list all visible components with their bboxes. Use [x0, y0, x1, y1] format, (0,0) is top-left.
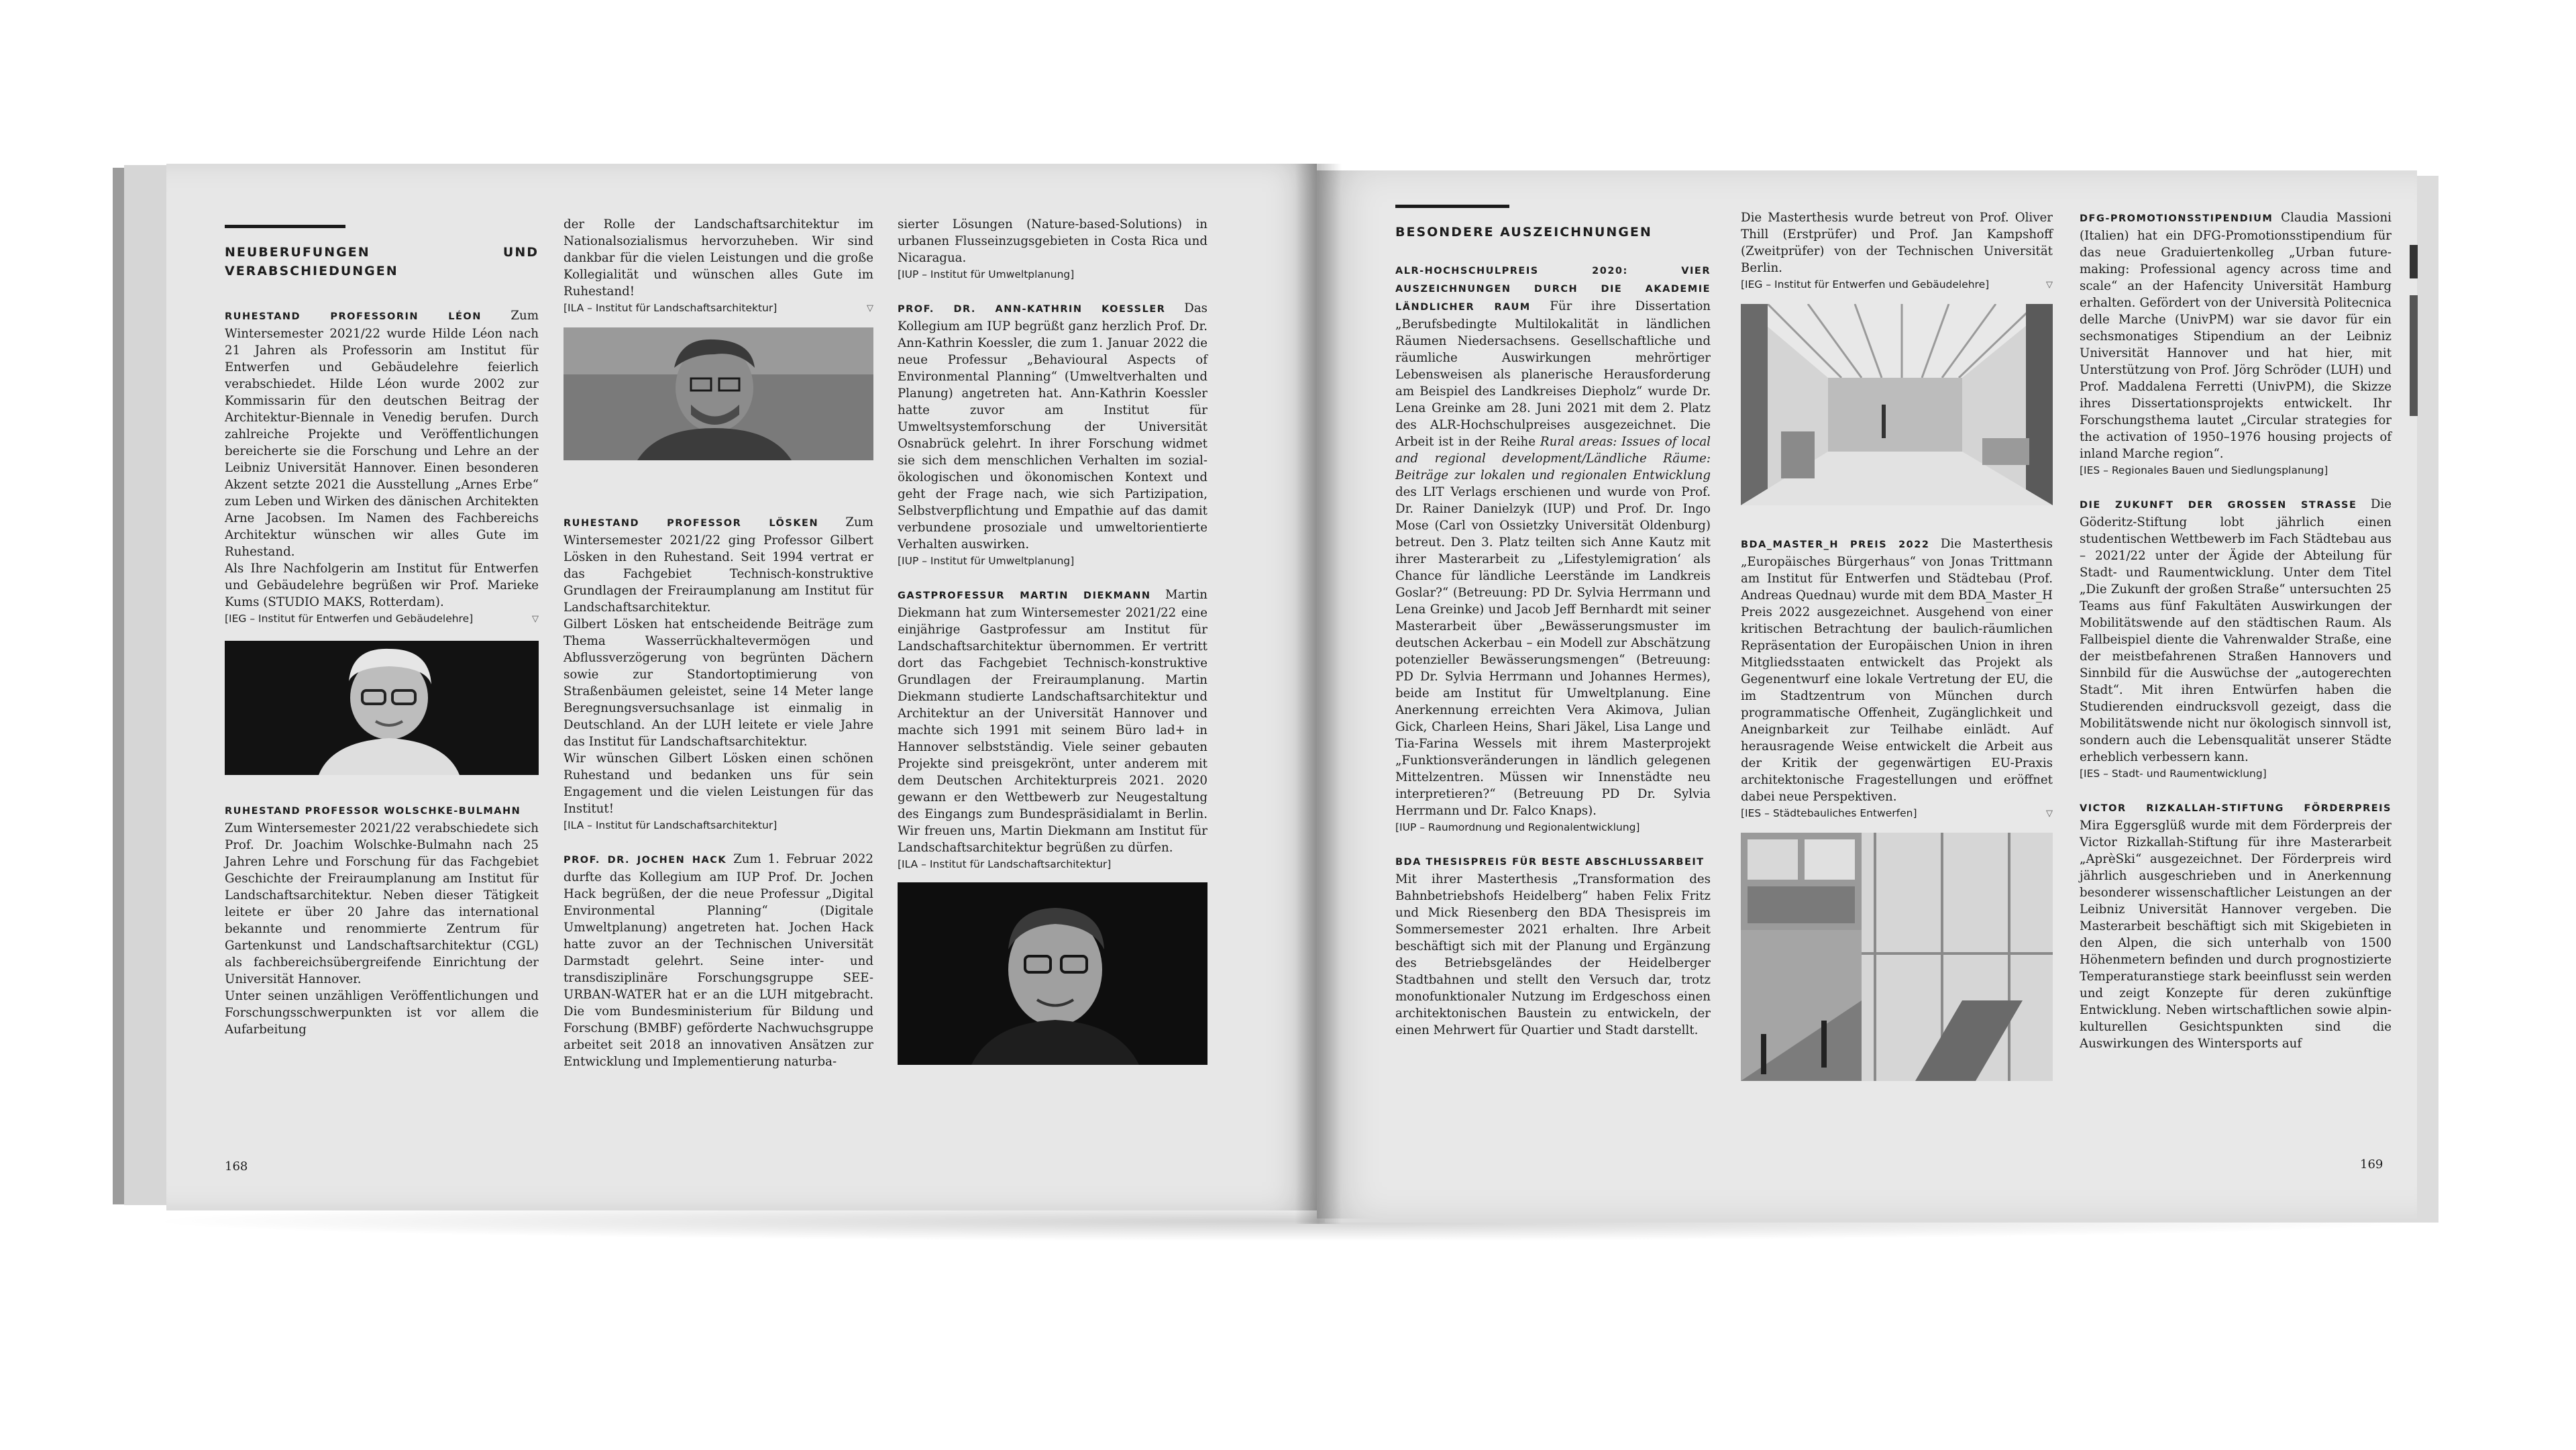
article-wolschke: [225, 802, 539, 820]
institute-tag: [IEG – Institut für Entwerfen und Gebäudelehre] ▽: [1741, 278, 2053, 291]
left-col-3: [898, 216, 1208, 1065]
article-text: Die Göderitz-Stiftung lobt jährlich einen studentischen Wettbewerb im Fach Städtebau aus – 2021/22 unter der Ägide der Abteilung für Stadt- und Raumentwicklung. Unter dem Titel „Die Zukunft der großen Straße“ untersuchten 25 Teams aus fünf Fakultäten Auswirkungen der Mobilitätswende auf den städtischen Raum. Als Fallbeispiel diente die Vahrenwalder Straße, eine der meistbefahrenen Straßen Hannovers und Sinnbild für die Auswüchse der „autogerechten Stadt“. Mit ihren Entwürfen haben die Studierenden eindrucksvoll gezeigt, dass die Mobilitätswende nicht nur ökologisch sinnvoll ist, sondern auch die Lebensqualität unserer Städte erheblich verbessern kann.: [2080, 497, 2392, 764]
institute-tag: [ILA – Institut für Landschaftsarchitektur]: [564, 819, 777, 831]
architecture-image-1: [1741, 304, 2053, 505]
book-gutter: [1295, 164, 1342, 1224]
article-lead: PROF. DR. JOCHEN HACK: [564, 855, 727, 866]
right-col-1: [1395, 205, 1711, 1039]
institute-tag: [IES – Städtebauliches Entwerfen] ▽: [1741, 807, 2053, 819]
section-title: BESONDERE AUSZEICHNUNGEN: [1395, 225, 1652, 240]
article-text: Zum 1. Februar 2022 durfte das Kollegium am IUP Prof. Dr. Jochen Hack begrüßen, der die neue Professur „Digital Environmental Planning“ (Digitale Umweltplanung) angetreten hat. Jochen Hack hatte zuvor an der Technischen Universität Darmstadt gelehrt. Seine inter- und transdisziplinäre Forschungsgruppe SEE-URBAN-WATER hat er an die LUH mitgebracht. Die vom Bundesministerium für Bildung und Forschung (BMBF) geförderte Nachwuchsgruppe arbeitet seit 2018 an innovativen Ansätzen zur Entwicklung und Implementierung naturba-: [564, 852, 873, 1069]
article-lead: RUHESTAND PROFESSORIN LÉON: [225, 311, 482, 322]
page-number-right: 169: [2360, 1157, 2383, 1172]
article-text: des LIT Verlags erschienen und wurde von Prof. Dr. Rainer Danielzyk (IUP) und Prof. Dr. Ingo Mose (Carl von Ossietzky Universität Oldenburg) betreut. Den 3. Platz teilten sich Anne Kautz mit ihrer Masterarbeit zu „Lifestylemigration‘ als Chance für ländliche Leerstände im Landkreis Goslar?“ (Betreuung: PD Dr. Sylvia Herrmann und Lena Greinke) und Jacob Jeff Bernhardt mit seiner Masterarbeit über „Bewässerungsmuster im deutschen Ackerbau – ein Modell zur Abschätzung potenzieller Bewässerungsmengen“ (Betreuung: PD Dr. Sylvia Herrmann und Johannes Hermes), beide am Institut für Umweltplanung. Eine Anerkennung erreichten Vera Akimova, Julian Gick, Charleen Heins, Shari Jäkel, Lisa Lange und Tia-Farina Wessels mit ihrem Masterprojekt „Funktionsveränderungen in ländlich gelegenen Mittelzentren. Müssen wir Innenstädte neu interpretieren?“ (Betreuung PD Dr. Sylvia Herrmann und Dr. Falco Knaps).: [1395, 485, 1711, 818]
article-lead: GASTPROFESSUR MARTIN DIEKMANN: [898, 590, 1151, 601]
article-text: Für ihre Dissertation „Berufsbedingte Multilokalität in ländlichen Räumen Niedersachsens. Gesellschaftliche und räumliche Auswirkungen mehrörtiger Lebensweisen als planerische Herausforderung am Beispiel des Landkreises Diepholz“ wurde Dr. Lena Greinke am 28. Juni 2021 mit dem 2. Platz des ALR-Hochschulpreises ausgezeichnet. Die Arbeit ist in der Reihe: [1395, 299, 1711, 449]
section-title: NEUBERUFUNGEN UND VERABSCHIEDUNGEN: [225, 245, 539, 278]
article-lead: DIE ZUKUNFT DER GROSSEN STRASSE: [2080, 500, 2357, 511]
edge-tab-mark: [2410, 245, 2418, 278]
institute-tag: [ILA – Institut für Landschaftsarchitektur]: [898, 858, 1112, 870]
article-lead: RUHESTAND PROFESSOR WOLSCHKE-BULMAHN: [225, 806, 521, 817]
section-rule: [225, 225, 345, 228]
article-text: Das Kollegium am IUP begrüßt ganz herzlich Prof. Dr. Ann-Kathrin Koessler, die zum 1. Januar 2022 die neue Professur „Behavioural Aspects of Environmental Planning“ (Umweltverhalten und Planung) angetreten hat. Ann-Kathrin Koessler hatte zuvor am Institut für Umweltsystemforschung der Universität Osnabrück gelehrt. In ihrer Forschung widmet sie sich dem menschlichen Verhalten im sozial-ökologischen und ökonomischen Kontext und geht der Frage nach, wie sich Partizipation, Selbstverpflichtung und Empathie auf das damit verbundene prosoziale und umweltorientierte Verhalten auswirken.: [898, 301, 1208, 552]
institute-tag: [IES – Stadt- und Raumentwicklung]: [2080, 768, 2267, 780]
article-text: sierter Lösungen (Nature-based-Solutions) in urbanen Flusseinzugsgebieten in Costa Rica und Nicaragua.: [898, 217, 1208, 265]
institute-tag: [IUP – Institut für Umweltplanung]: [898, 555, 1075, 567]
article-lead: BDA THESISPREIS FÜR BESTE ABSCHLUSSARBEIT: [1395, 857, 1705, 868]
article-text: Gilbert Lösken hat entscheidende Beiträge zum Thema Wasserrückhaltevermögen und Abflussverzögerung von begrünten Dächern sowie zur Standortoptimierung von Straßenbäumen geleistet, seine 14 Meter lange Beregnungsversuchsanlage ist einmalig in Deutschland. An der LUH leitete er viele Jahre das Institut für Landschaftsarchitektur.: [564, 617, 873, 749]
article-text: Wir wünschen Gilbert Lösken einen schönen Ruhestand und bedanken uns für sein Engagement und die vielen Leistungen für das Institut!: [564, 752, 873, 816]
series-title: Rural areas: Issues of local and regional development/Ländliche Räume: Beiträge zur lokalen und regionalen Entwicklung: [1395, 435, 1711, 482]
article-lead: ALR-HOCHSCHULPREIS 2020: VIER AUSZEICHNUNGEN DURCH DIE AKADEMIE LÄNDLICHER RAUM: [1395, 266, 1711, 313]
article-text: Claudia Massioni (Italien) hat ein DFG-Promotionsstipendium für das neue Graduiertenkolleg „Urban future-making: Professional agency across time and scale“ an der Hafencity Universität Hamburg erhalten. Gefördert von der Università Politecnica delle Marche (UnivPM) war sie davor für ein sechsmonatiges Stipendium an der Leibniz Universität Hannover und hat hier, mit Unterstützung von Prof. Jörg Schröder (LUH) und Prof. Maddalena Ferretti (UnivPM), die Skizze ihres Dissertationsprojekts entwickelt. Ihr Forschungsthema lautet „Circular strategies for the activation of 1950–1976 housing projects of inland Marche region“.: [2080, 211, 2392, 461]
article-koessler: [898, 300, 1208, 553]
article-text: Als Ihre Nachfolgerin am Institut für Entwerfen und Gebäudelehre begrüßen wir Prof. Marieke Kums (STUDIO MAKS, Rotterdam).: [225, 562, 539, 609]
article-lead: VICTOR RIZKALLAH-STIFTUNG FÖRDERPREIS: [2080, 803, 2392, 814]
left-col-2: [564, 216, 873, 1070]
article-lead: DFG-PROMOTIONSSTIPENDIUM: [2080, 213, 2273, 224]
article-text: Unter seinen unzähligen Veröffentlichungen und Forschungsschwerpunkten ist vor allem die Aufarbeitung: [225, 989, 539, 1037]
article-victor: [2080, 799, 2392, 1052]
article-dfg: [2080, 209, 2392, 462]
portrait-photo-leon: [225, 641, 539, 775]
institute-tag: [IUP – Institut für Umweltplanung]: [898, 268, 1075, 280]
article-loesken: [564, 514, 873, 616]
right-col-2: [1741, 209, 2053, 1081]
article-text: Zum Wintersemester 2021/22 verabschiedete sich Prof. Dr. Joachim Wolschke-Bulmahn nach 25 Jahren Lehre und Forschung für das Fachgebiet Geschichte der Freiraumplanung am Institut für Landschaftsarchitektur. Neben dieser Tätigkeit leitete er über 20 Jahre das international bekannte und renommierte Zentrum für Gartenkunst und Landschaftsarchitektur (CGL) als fachbereichsübergreifende Einrichtung der Universität Hannover.: [225, 821, 539, 986]
article-bda: [1395, 853, 1711, 871]
architecture-image-2: [1741, 833, 2053, 1081]
article-leon: [225, 307, 539, 560]
page-number-left: 168: [225, 1159, 248, 1174]
article-text: der Rolle der Landschaftsarchitektur im Nationalsozialismus hervorzuheben. Wir sind dankbar für die vielen Leistungen und die große Kollegialität und wünschen alles Gute im Ruhestand!: [564, 217, 873, 299]
article-lead: RUHESTAND PROFESSOR LÖSKEN: [564, 518, 819, 529]
article-alr: [1395, 262, 1711, 819]
portrait-photo-loesken: [564, 327, 873, 460]
institute-tag: [IUP – Raumordnung und Regionalentwicklung]: [1395, 821, 1640, 833]
article-zukunft: [2080, 496, 2392, 766]
article-text: Mira Eggersglüß wurde mit dem Förderpreis der Victor Rizkallah-Stiftung für ihre Masterarbeit „AprèSki“ ausgezeichnet. Der Förderpreis wird jährlich ausgeschrieben und in Anerkennung besonderer wissenschaftlicher Leistungen an der Leibniz Universität Hannover vergeben. Die Masterarbeit beschäftigt sich mit Skigebieten in den Alpen, die sich unterhalb von 1500 Höhenmetern befinden und durch prognostizierte Temperaturanstiege stark beeinflusst sein werden und zeigt Konzepte für deren zukünftige Entwicklung. Neben wirtschaftlichen sowie alpin-kulturellen Gesichtspunkten sind die Auswirkungen des Wintersports auf: [2080, 819, 2392, 1051]
article-lead: BDA_MASTER_H PREIS 2022: [1741, 539, 1930, 550]
edge-tab-mark: [2410, 295, 2418, 416]
institute-tag: [IEG – Institut für Entwerfen und Gebäudelehre] ▽: [225, 613, 539, 625]
article-hack: [564, 851, 873, 1070]
section-rule: [1395, 205, 1509, 208]
institute-tag: [IES – Regionales Bauen und Siedlungsplanung]: [2080, 464, 2328, 476]
article-text: Die Masterthesis wurde betreut von Prof. Oliver Thill (Erstprüfer) und Prof. Jan Kampshoff (Zweitprüfer) von der Technischen Universität Berlin.: [1741, 211, 2053, 275]
article-text: Martin Diekmann hat zum Wintersemester 2021/22 eine einjährige Gastprofessur am Institut für Landschaftsarchitektur übernommen. Er vertritt dort das Fachgebiet Technisch-konstruktive Grundlagen der Freiraumplanung. Martin Diekmann studierte Landschaftsarchitektur und Architektur an der Universität Hannover und machte sich 1991 mit seinem Büro lad+ in Hannover selbstständig. Viele seiner gebauten Projekte sind preisgekrönt, unter anderem mit dem Deutschen Architekturpreis 2021. 2020 gewann er den Wettbewerb zur Neugestaltung des Eingangs zum Bundespräsidialamt in Berlin. Wir freuen uns, Martin Diekmann am Institut für Landschaftsarchitektur begrüßen zu dürfen.: [898, 588, 1208, 855]
article-master: [1741, 535, 2053, 805]
article-text: Mit ihrer Masterthesis „Transformation des Bahnbetriebshofs Heidelberg“ haben Felix Fritz und Mick Riesenberg den BDA Thesispreis im Sommersemester 2021 erhalten. Ihre Arbeit beschäftigt sich mit der Planung und Ergänzung des Betriebsgeländes der Heidelberger Stadtbahnen und stellt den Versuch dar, trotz monofunktionaler Nutzung im Erdgeschoss einen architektonischen Baustein zu entwickeln, der einen Mehrwert für Quartier und Stadt darstellt.: [1395, 872, 1711, 1037]
left-col-1: [225, 225, 539, 1038]
article-text: Zum Wintersemester 2021/22 wurde Hilde Léon nach 21 Jahren als Professorin am Institut für Entwerfen und Gebäudelehre feierlich verabschiedet. Hilde Léon wurde 2002 zur Kommissarin für den deutschen Beitrag der Architektur-Biennale in Venedig berufen. Durch zahlreiche Projekte und Veröffentlichungen bereicherte sie die Forschung und Lehre an der Leibniz Universität Hannover. Einen besonderen Akzent setzte 2021 die Ausstellung „Arnes Erbe“ zum Leben und Wirken des dänischen Architekten Arne Jacobsen. Im Namen des Fachbereichs Architektur wünschen wir alles Gute im Ruhestand.: [225, 309, 539, 559]
article-text: Zum Wintersemester 2021/22 ging Professor Gilbert Lösken in den Ruhestand. Seit 1994 vertrat er das Fachgebiet Technisch-konstruktive Grundlagen der Freiraumplanung am Institut für Landschaftsarchitektur.: [564, 515, 873, 615]
article-diekmann: [898, 586, 1208, 856]
institute-tag: [ILA – Institut für Landschaftsarchitektur] ▽: [564, 302, 873, 314]
portrait-photo-diekmann: [898, 882, 1208, 1065]
article-text: Die Masterthesis „Europäisches Bürgerhaus“ von Jonas Trittmann am Institut für Entwerfen und Städtebau (Prof. Andreas Quednau) wurde mit dem BDA_Master_H Preis 2022 ausgezeichnet. Ausgehend von einer kritischen Betrachtung der baulich-räumlichen Repräsentation der Europäischen Union in ihren Mitgliedsstaaten entwickelt das Projekt als Gegenentwurf eine lokale Vertretung der EU, die im Stadtzentrum von München durch programmatische Offenheit, Zugänglichkeit und Aneignbarkeit zur Teilhabe einlädt. Auf herausragende Weise entwickelt die Arbeit aus der Kritik der gegenwärtigen EU-Praxis architektonische Fragestellungen und eröffnet dabei neue Perspektiven.: [1741, 537, 2053, 804]
article-lead: PROF. DR. ANN-KATHRIN KOESSLER: [898, 304, 1166, 315]
right-col-3: [2080, 209, 2392, 1052]
